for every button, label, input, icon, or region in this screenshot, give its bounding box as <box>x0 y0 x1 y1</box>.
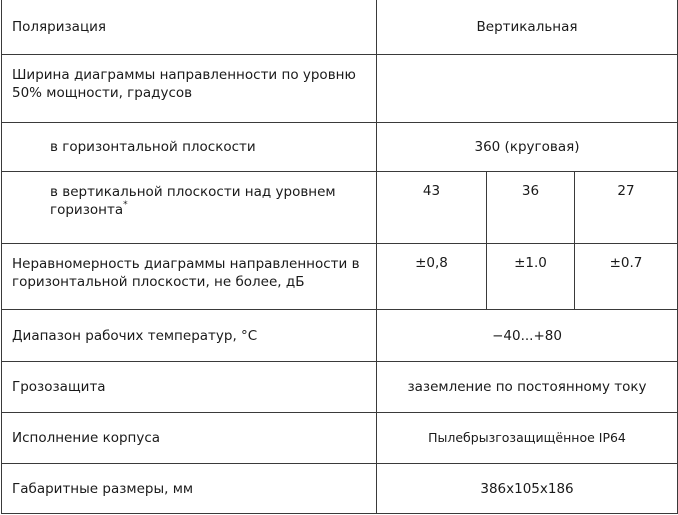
lightning-label: Грозозащита <box>2 362 377 413</box>
dimensions-label: Габаритные размеры, мм <box>2 464 377 514</box>
vertical-plane-value-1: 43 <box>377 172 487 244</box>
vertical-plane-label <box>2 172 377 244</box>
dimensions-value: 386х105х186 <box>377 464 678 514</box>
row-polarization <box>2 0 678 55</box>
footnote-mark: * <box>123 199 128 210</box>
row-lightning <box>2 362 678 413</box>
vertical-plane-value-2: 36 <box>487 172 575 244</box>
enclosure-label: Исполнение корпуса <box>2 413 377 464</box>
specifications-table <box>1 0 678 514</box>
row-beamwidth <box>2 55 678 123</box>
row-temperature <box>2 310 678 362</box>
row-enclosure <box>2 413 678 464</box>
nonuniformity-value-1: ±0,8 <box>377 244 487 310</box>
temperature-label: Диапазон рабочих температур, °С <box>2 310 377 362</box>
nonuniformity-label: Неравномерность диаграммы направленности в горизонтальной плоскости, не более, дБ <box>2 244 377 310</box>
polarization-label: Поляризация <box>2 0 377 55</box>
row-horizontal-plane <box>2 123 678 172</box>
nonuniformity-value-3: ±0.7 <box>575 244 678 310</box>
horizontal-plane-label: в горизонтальной плоскости <box>2 123 377 172</box>
nonuniformity-value-2: ±1.0 <box>487 244 575 310</box>
beamwidth-label: Ширина диаграммы направленности по уровню 50% мощности, градусов <box>2 55 377 123</box>
row-nonuniformity <box>2 244 678 310</box>
temperature-value: −40...+80 <box>377 310 678 362</box>
polarization-value: Вертикальная <box>377 0 678 55</box>
vertical-plane-label-text: в вертикальной плоскости над уровнем горизонта <box>50 184 336 218</box>
beamwidth-value <box>377 55 678 123</box>
lightning-value: заземление по постоянному току <box>377 362 678 413</box>
enclosure-value: Пылебрызгозащищённое IP64 <box>377 413 678 464</box>
row-vertical-plane <box>2 172 678 244</box>
horizontal-plane-value: 360 (круговая) <box>377 123 678 172</box>
vertical-plane-value-3: 27 <box>575 172 678 244</box>
row-dimensions <box>2 464 678 514</box>
